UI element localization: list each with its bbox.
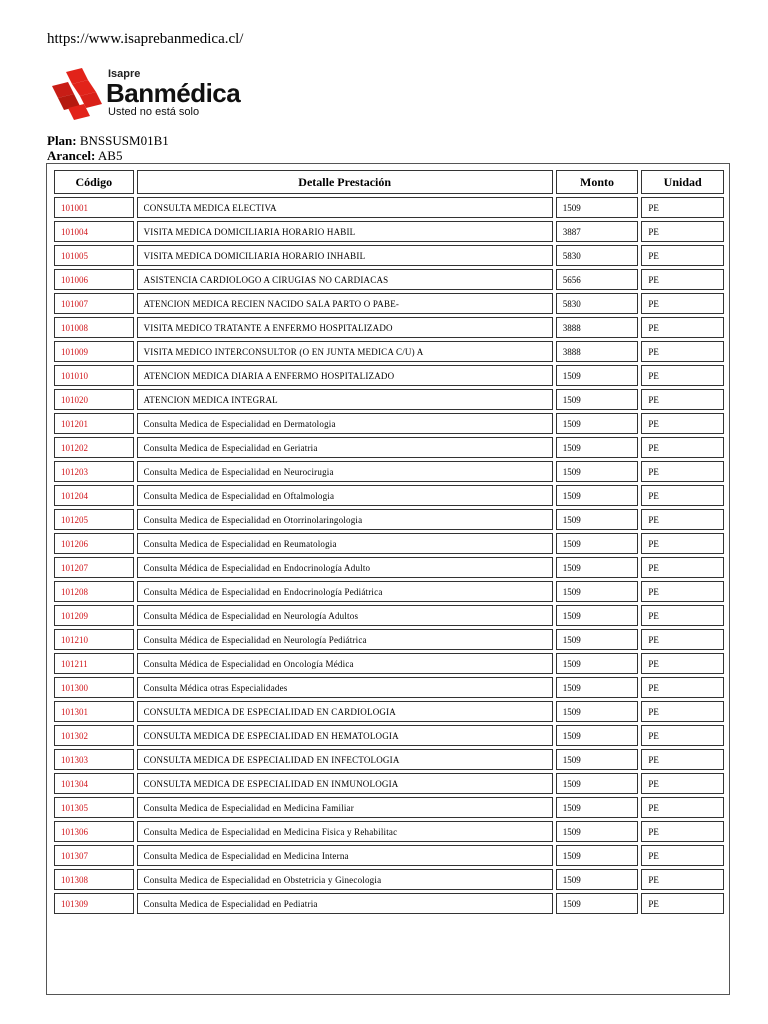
monto-cell: 1509 xyxy=(556,869,639,890)
monto-cell: 1509 xyxy=(556,485,639,506)
table-row xyxy=(54,845,724,866)
table-row xyxy=(54,365,724,386)
codigo-cell[interactable]: 101305 xyxy=(54,797,134,818)
codigo-cell[interactable]: 101301 xyxy=(54,701,134,722)
codigo-cell[interactable]: 101208 xyxy=(54,581,134,602)
codigo-cell[interactable]: 101004 xyxy=(54,221,134,242)
unidad-cell: PE xyxy=(641,893,724,914)
detalle-cell: VISITA MEDICO INTERCONSULTOR (O EN JUNTA MEDICA C/U) A xyxy=(137,341,553,362)
table-row xyxy=(54,485,724,506)
table-row xyxy=(54,437,724,458)
logo-small-text: Isapre xyxy=(108,68,141,80)
unidad-cell: PE xyxy=(641,437,724,458)
detalle-cell: VISITA MEDICO TRATANTE A ENFERMO HOSPITALIZADO xyxy=(137,317,553,338)
table-row xyxy=(54,701,724,722)
monto-cell: 1509 xyxy=(556,845,639,866)
codigo-cell[interactable]: 101308 xyxy=(54,869,134,890)
detalle-cell: Consulta Médica de Especialidad en Endocrinología Adulto xyxy=(137,557,553,578)
monto-cell: 1509 xyxy=(556,605,639,626)
codigo-cell[interactable]: 101300 xyxy=(54,677,134,698)
unidad-cell: PE xyxy=(641,869,724,890)
codigo-cell[interactable]: 101005 xyxy=(54,245,134,266)
codigo-cell[interactable]: 101202 xyxy=(54,437,134,458)
table-row xyxy=(54,533,724,554)
monto-cell: 1509 xyxy=(556,509,639,530)
monto-cell: 1509 xyxy=(556,437,639,458)
unidad-cell: PE xyxy=(641,677,724,698)
detalle-cell: VISITA MEDICA DOMICILIARIA HORARIO INHABIL xyxy=(137,245,553,266)
table-row xyxy=(54,821,724,842)
unidad-cell: PE xyxy=(641,365,724,386)
unidad-cell: PE xyxy=(641,629,724,650)
unidad-cell: PE xyxy=(641,821,724,842)
detalle-cell: CONSULTA MEDICA DE ESPECIALIDAD EN INFECTOLOGIA xyxy=(137,749,553,770)
arancel-label: Arancel: xyxy=(47,148,96,163)
table-row xyxy=(54,581,724,602)
monto-cell: 1509 xyxy=(556,197,639,218)
monto-cell: 1509 xyxy=(556,389,639,410)
monto-cell: 1509 xyxy=(556,629,639,650)
logo-tagline: Usted no está solo xyxy=(108,106,200,118)
monto-cell: 1509 xyxy=(556,701,639,722)
unidad-cell: PE xyxy=(641,317,724,338)
table-row xyxy=(54,221,724,242)
plan-info xyxy=(47,133,169,163)
codigo-cell[interactable]: 101008 xyxy=(54,317,134,338)
codigo-cell[interactable]: 101020 xyxy=(54,389,134,410)
table-row xyxy=(54,797,724,818)
table-row xyxy=(54,725,724,746)
unidad-cell: PE xyxy=(641,221,724,242)
unidad-cell: PE xyxy=(641,197,724,218)
monto-cell: 1509 xyxy=(556,773,639,794)
unidad-cell: PE xyxy=(641,581,724,602)
table-header-row xyxy=(54,170,724,194)
detalle-cell: Consulta Medica de Especialidad en Otorrinolaringologia xyxy=(137,509,553,530)
monto-cell: 1509 xyxy=(556,893,639,914)
table-row xyxy=(54,869,724,890)
detalle-cell: Consulta Médica de Especialidad en Oncología Médica xyxy=(137,653,553,674)
detalle-cell: Consulta Medica de Especialidad en Oftalmologia xyxy=(137,485,553,506)
codigo-cell[interactable]: 101205 xyxy=(54,509,134,530)
table-row xyxy=(54,677,724,698)
unidad-cell: PE xyxy=(641,341,724,362)
monto-cell: 3887 xyxy=(556,221,639,242)
monto-cell: 3888 xyxy=(556,317,639,338)
table-row xyxy=(54,557,724,578)
table-row xyxy=(54,413,724,434)
table-frame xyxy=(46,163,730,995)
codigo-cell[interactable]: 101210 xyxy=(54,629,134,650)
unidad-cell: PE xyxy=(641,269,724,290)
table-row xyxy=(54,245,724,266)
table-row xyxy=(54,389,724,410)
detalle-cell: CONSULTA MEDICA DE ESPECIALIDAD EN INMUNOLOGIA xyxy=(137,773,553,794)
table-row xyxy=(54,653,724,674)
monto-cell: 1509 xyxy=(556,581,639,602)
detalle-cell: Consulta Medica de Especialidad en Medicina Fisica y Rehabilitac xyxy=(137,821,553,842)
unidad-cell: PE xyxy=(641,653,724,674)
codigo-cell[interactable]: 101009 xyxy=(54,341,134,362)
table-row xyxy=(54,605,724,626)
codigo-cell[interactable]: 101302 xyxy=(54,725,134,746)
codigo-cell[interactable]: 101206 xyxy=(54,533,134,554)
unidad-cell: PE xyxy=(641,749,724,770)
unidad-cell: PE xyxy=(641,533,724,554)
table-row xyxy=(54,893,724,914)
monto-cell: 1509 xyxy=(556,413,639,434)
detalle-cell: Consulta Medica de Especialidad en Obstetricia y Ginecologia xyxy=(137,869,553,890)
codigo-cell[interactable]: 101006 xyxy=(54,269,134,290)
prestaciones-table xyxy=(51,167,727,917)
detalle-cell: Consulta Medica de Especialidad en Medicina Interna xyxy=(137,845,553,866)
monto-cell: 1509 xyxy=(556,365,639,386)
codigo-cell[interactable]: 101211 xyxy=(54,653,134,674)
table-row xyxy=(54,509,724,530)
codigo-cell[interactable]: 101303 xyxy=(54,749,134,770)
codigo-cell[interactable]: 101204 xyxy=(54,485,134,506)
detalle-cell: Consulta Médica de Especialidad en Neurología Adultos xyxy=(137,605,553,626)
table-row xyxy=(54,749,724,770)
monto-cell: 1509 xyxy=(556,461,639,482)
unidad-cell: PE xyxy=(641,413,724,434)
unidad-cell: PE xyxy=(641,389,724,410)
codigo-cell[interactable]: 101010 xyxy=(54,365,134,386)
monto-cell: 1509 xyxy=(556,749,639,770)
unidad-cell: PE xyxy=(641,845,724,866)
plan-value: BNSSUSM01B1 xyxy=(79,133,169,148)
table-row xyxy=(54,461,724,482)
table-row xyxy=(54,773,724,794)
table-row xyxy=(54,269,724,290)
monto-cell: 1509 xyxy=(556,653,639,674)
codigo-cell[interactable]: 101007 xyxy=(54,293,134,314)
codigo-cell[interactable]: 101207 xyxy=(54,557,134,578)
monto-cell: 1509 xyxy=(556,821,639,842)
detalle-cell: VISITA MEDICA DOMICILIARIA HORARIO HABIL xyxy=(137,221,553,242)
monto-cell: 5830 xyxy=(556,245,639,266)
monto-cell: 5830 xyxy=(556,293,639,314)
detalle-cell: Consulta Medica de Especialidad en Medicina Familiar xyxy=(137,797,553,818)
cross-logo-icon xyxy=(48,68,104,120)
detalle-cell: CONSULTA MEDICA DE ESPECIALIDAD EN HEMATOLOGIA xyxy=(137,725,553,746)
monto-cell: 5656 xyxy=(556,269,639,290)
detalle-cell: ATENCION MEDICA DIARIA A ENFERMO HOSPITALIZADO xyxy=(137,365,553,386)
logo-brand-text: Banmédica xyxy=(106,78,241,108)
unidad-cell: PE xyxy=(641,773,724,794)
unidad-cell: PE xyxy=(641,725,724,746)
detalle-cell: CONSULTA MEDICA DE ESPECIALIDAD EN CARDIOLOGIA xyxy=(137,701,553,722)
detalle-cell: CONSULTA MEDICA ELECTIVA xyxy=(137,197,553,218)
detalle-cell: Consulta Medica de Especialidad en Dermatologia xyxy=(137,413,553,434)
detalle-cell: Consulta Médica otras Especialidades xyxy=(137,677,553,698)
monto-cell: 1509 xyxy=(556,677,639,698)
table-row xyxy=(54,197,724,218)
table-row xyxy=(54,317,724,338)
monto-cell: 1509 xyxy=(556,533,639,554)
codigo-cell[interactable]: 101306 xyxy=(54,821,134,842)
detalle-cell: Consulta Medica de Especialidad en Reumatologia xyxy=(137,533,553,554)
codigo-cell[interactable]: 101304 xyxy=(54,773,134,794)
monto-cell: 1509 xyxy=(556,725,639,746)
monto-cell: 3888 xyxy=(556,341,639,362)
detalle-cell: ATENCION MEDICA RECIEN NACIDO SALA PARTO O PABE- xyxy=(137,293,553,314)
monto-cell: 1509 xyxy=(556,557,639,578)
codigo-cell[interactable]: 101309 xyxy=(54,893,134,914)
codigo-cell[interactable]: 101203 xyxy=(54,461,134,482)
unidad-cell: PE xyxy=(641,605,724,626)
codigo-cell[interactable]: 101001 xyxy=(54,197,134,218)
unidad-cell: PE xyxy=(641,557,724,578)
detalle-cell: Consulta Médica de Especialidad en Neurología Pediátrica xyxy=(137,629,553,650)
header-unidad: Unidad xyxy=(641,170,724,194)
unidad-cell: PE xyxy=(641,797,724,818)
unidad-cell: PE xyxy=(641,509,724,530)
table-row xyxy=(54,293,724,314)
detalle-cell: Consulta Medica de Especialidad en Pediatria xyxy=(137,893,553,914)
detalle-cell: Consulta Medica de Especialidad en Neurocirugia xyxy=(137,461,553,482)
header-codigo: Código xyxy=(54,170,134,194)
table-row xyxy=(54,629,724,650)
unidad-cell: PE xyxy=(641,485,724,506)
monto-cell: 1509 xyxy=(556,797,639,818)
unidad-cell: PE xyxy=(641,461,724,482)
detalle-cell: ATENCION MEDICA INTEGRAL xyxy=(137,389,553,410)
header-detalle: Detalle Prestación xyxy=(137,170,553,194)
header-monto: Monto xyxy=(556,170,639,194)
codigo-cell[interactable]: 101201 xyxy=(54,413,134,434)
detalle-cell: ASISTENCIA CARDIOLOGO A CIRUGIAS NO CARDIACAS xyxy=(137,269,553,290)
banmedica-logo xyxy=(48,68,248,120)
unidad-cell: PE xyxy=(641,293,724,314)
unidad-cell: PE xyxy=(641,245,724,266)
unidad-cell: PE xyxy=(641,701,724,722)
arancel-value: AB5 xyxy=(97,148,123,163)
detalle-cell: Consulta Medica de Especialidad en Geriatria xyxy=(137,437,553,458)
detalle-cell: Consulta Médica de Especialidad en Endocrinología Pediátrica xyxy=(137,581,553,602)
table-row xyxy=(54,341,724,362)
page-url: https://www.isaprebanmedica.cl/ xyxy=(47,31,244,47)
plan-label: Plan: xyxy=(47,133,77,148)
codigo-cell[interactable]: 101209 xyxy=(54,605,134,626)
codigo-cell[interactable]: 101307 xyxy=(54,845,134,866)
